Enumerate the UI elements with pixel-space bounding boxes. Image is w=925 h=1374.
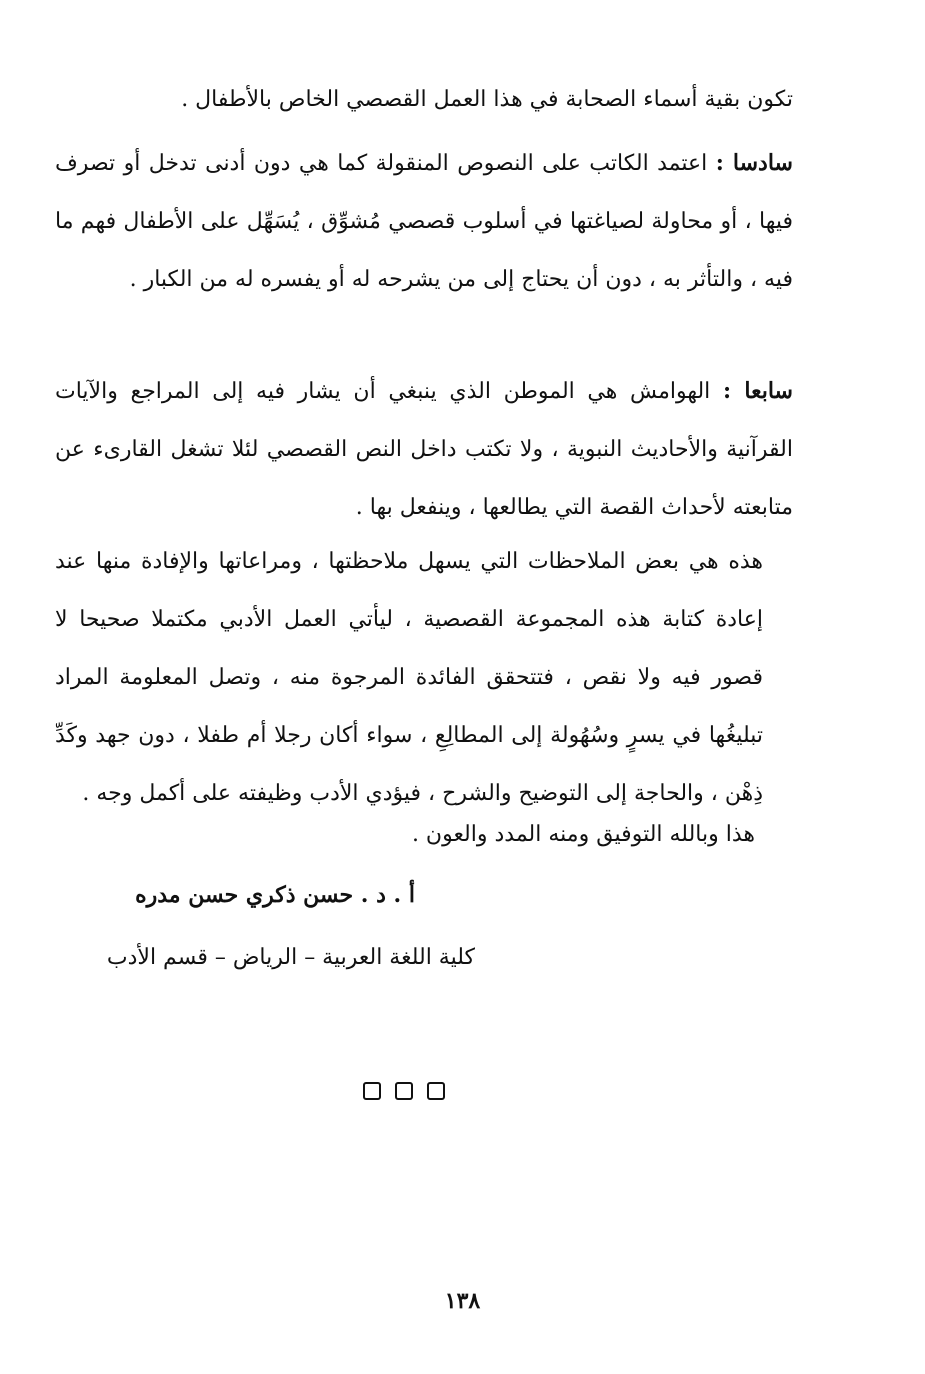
paragraph-text: هذه هي بعض الملاحظات التي يسهل ملاحظتها ، ومراعاتها والإفادة منها عند إعادة كتابة هذه المجموعة القصصية ، ليأتي العمل الأدبي مكتملا صحيحا لا قصور فيه ولا نقص ، فتتحقق الفائدة المرجوة منه ، وتصل المعلومة المراد تبليغُها في يسرٍ وسُهُولة إلى المطالِعِ ، سواء أكان رجلا أم طفلا ، دون جهد وكَدِّ ذِهْن ، والحاجة إلى التوضيح والشرح ، فيؤدي الأدب وظيفته على أكمل وجه . bbox=[55, 549, 763, 806]
author-affiliation: كلية اللغة العربية – الرياض – قسم الأدب bbox=[106, 945, 475, 970]
paragraph-seventh-note bbox=[55, 362, 793, 537]
paragraph-text: تكون بقية أسماء الصحابة في هذا العمل القصصي الخاص بالأطفال . bbox=[181, 87, 793, 112]
paragraph-conclusion bbox=[55, 532, 793, 823]
paragraph bbox=[55, 532, 793, 823]
paragraph-sixth-note bbox=[55, 134, 793, 309]
paragraph-text: الهوامش هي الموطن الذي ينبغي أن يشار فيه إلى المراجع والآيات القرآنية والأحاديث النبوية ، ولا تكتب داخل النص القصصي لئلا تشغل القارىء عن متابعته لأحداث القصة التي يطالعها ، وينفعل بها . bbox=[55, 379, 793, 520]
paragraph bbox=[55, 134, 793, 309]
author-name: أ . د . حسن ذكري حسن مدره bbox=[135, 882, 415, 908]
paragraph-lead: سادسا : bbox=[715, 150, 793, 176]
paragraph bbox=[55, 362, 793, 537]
paragraph-text: اعتمد الكاتب على النصوص المنقولة كما هي دون أدنى تدخل أو تصرف فيها ، أو محاولة لصياغتها في أسلوب قصصي مُشوِّق ، يُسَهِّل على الأطفال فهم ما فيه ، والتأثر به ، دون أن يحتاج إلى من يشرحه له أو يفسره له من الكبار . bbox=[55, 151, 793, 292]
page-number: ١٣٨ bbox=[444, 1288, 481, 1314]
closing-line: هذا وبالله التوفيق ومنه المدد والعون . bbox=[411, 822, 755, 847]
paragraph bbox=[55, 70, 793, 129]
paragraph-lead: سابعا : bbox=[722, 378, 793, 404]
square-ornament-icon bbox=[395, 1082, 413, 1100]
square-ornament-icon bbox=[363, 1082, 381, 1100]
square-ornament-icon bbox=[427, 1082, 445, 1100]
paragraph-continuation bbox=[55, 70, 793, 129]
section-ornament bbox=[363, 1082, 445, 1104]
